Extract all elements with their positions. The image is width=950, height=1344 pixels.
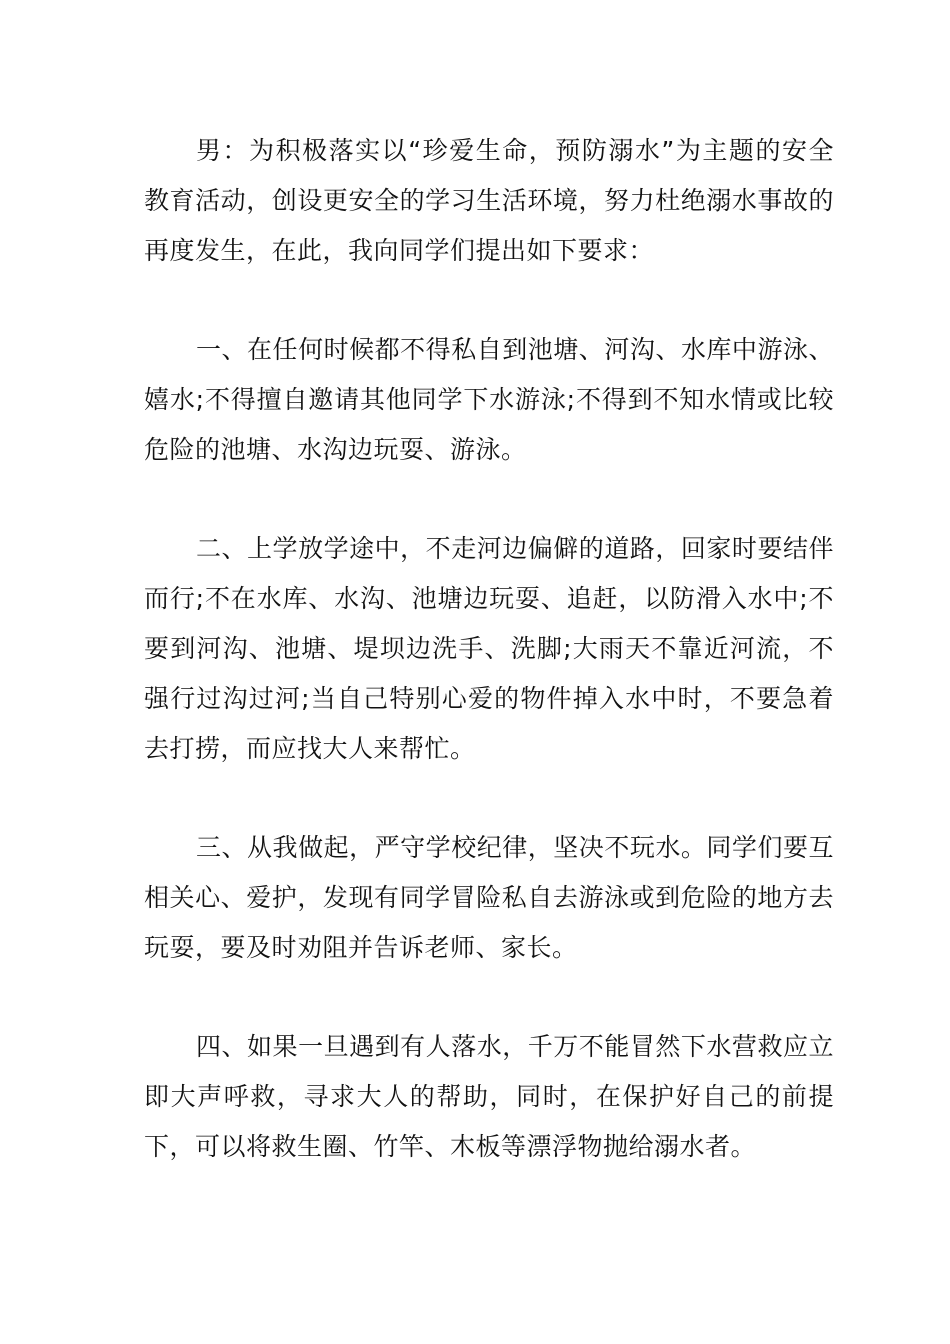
paragraph-rule-4: 四、如果一旦遇到有人落水，千万不能冒然下水营救应立即大声呼救，寻求大人的帮助，同时，在保护好自己的前提下，可以将救生圈、竹竿、木板等漂浮物抛给溺水者。 — [144, 1032, 834, 1161]
document-body — [144, 126, 834, 1172]
paragraph-intro: 男：为积极落实以“珍爱生命，预防溺水”为主题的安全教育活动，创设更安全的学习生活环境，努力杜绝溺水事故的再度发生，在此，我向同学们提出如下要求： — [144, 136, 834, 265]
paragraph-rule-1: 一、在任何时候都不得私自到池塘、河沟、水库中游泳、嬉水;不得擅自邀请其他同学下水游泳;不得到不知水情或比较危险的池塘、水沟边玩耍、游泳。 — [144, 335, 834, 464]
paragraph-rule-3: 三、从我做起，严守学校纪律，坚决不玩水。同学们要互相关心、爱护，发现有同学冒险私自去游泳或到危险的地方去玩耍，要及时劝阻并告诉老师、家长。 — [144, 833, 834, 962]
paragraph-rule-2: 二、上学放学途中，不走河边偏僻的道路，回家时要结伴而行;不在水库、水沟、池塘边玩耍、追赶，以防滑入水中;不要到河沟、池塘、堤坝边洗手、洗脚;大雨天不靠近河流，不强行过沟过河;当自己特别心爱的物件掉入水中时，不要急着去打捞，而应找大人来帮忙。 — [144, 534, 834, 763]
